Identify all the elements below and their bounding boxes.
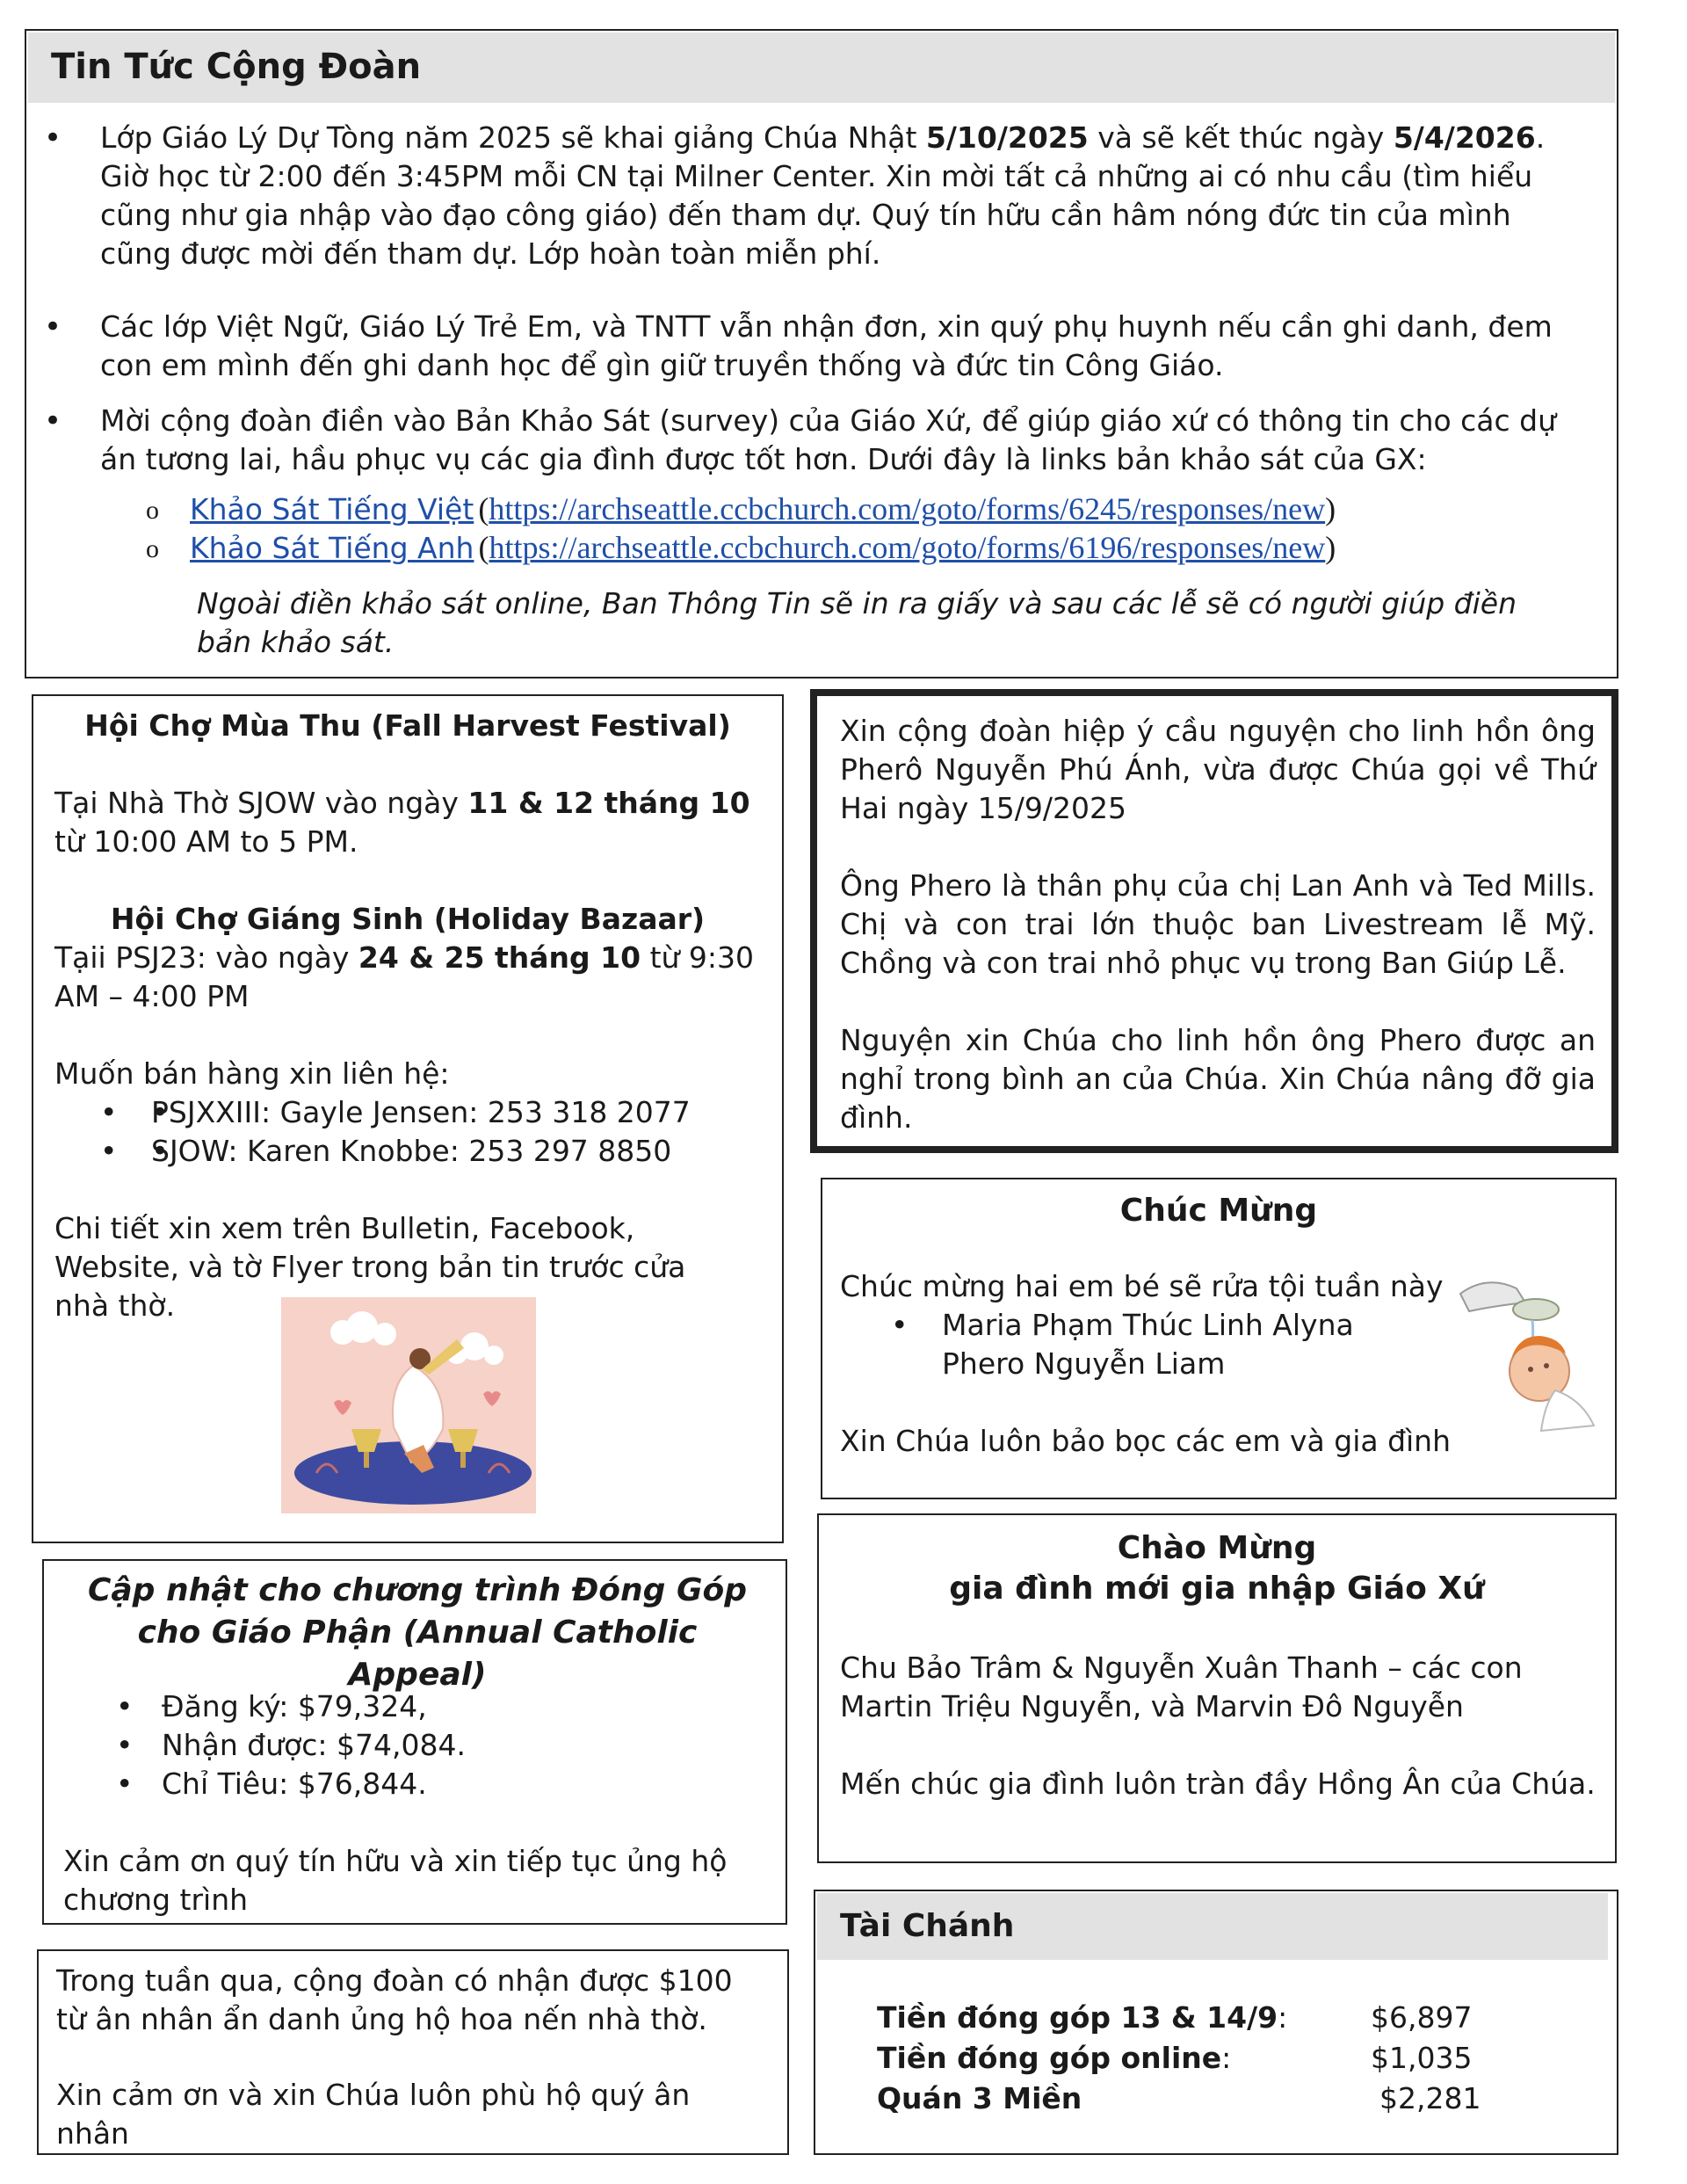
welcome-title-1: Chào Mừng bbox=[1117, 1530, 1317, 1566]
news-b1-date-start: 5/10/2025 bbox=[925, 120, 1089, 155]
welcome-family: Chu Bảo Trâm & Nguyễn Xuân Thanh – các con Martin Triệu Nguyễn, và Marvin Đô Nguyễn bbox=[840, 1651, 1523, 1723]
welcome-box bbox=[817, 1513, 1617, 1863]
finance-title: Tài Chánh bbox=[840, 1908, 1015, 1944]
finance-row-value: $6,897 bbox=[1371, 2000, 1473, 2035]
finance-row: Tiền đóng góp 13 & 14/9: $6,897 bbox=[877, 1999, 1492, 2037]
news-b1-text3: . Giờ học từ 2:00 đến 3:45PM mỗi CN tại Milner Center. Xin mời tất cả những ai có nhu cầu (tìm hiểu cũng như gia nhập vào đạo công giáo) đến tham dự. Quý tín hữu cần hâm nóng đức tin của mình cũng được mời đến tham dự. Lớp hoàn toàn miễn phí. bbox=[100, 120, 1546, 271]
survey-link-en[interactable]: Khảo Sát Tiếng Anh bbox=[190, 531, 474, 565]
finance-row bbox=[877, 2079, 1492, 2118]
congrats-box bbox=[821, 1178, 1617, 1499]
news-title: Tin Tức Cộng Đoàn bbox=[51, 47, 422, 87]
news-b1-date-end: 5/4/2026 bbox=[1393, 120, 1536, 155]
congrats-name-item: Phero Nguyễn Liam bbox=[942, 1346, 1226, 1381]
news-header bbox=[28, 33, 1615, 103]
news-bullet-1: • Lớp Giáo Lý Dự Tòng năm 2025 sẽ khai giảng Chúa Nhật 5/10/2025 và sẽ kết thúc ngày 5/4/2026. Giờ học từ 2:00 đến 3:45PM mỗi CN tại Milner Center. Xin mời tất cả những ai có nhu cầu (tìm hiểu cũng như gia nhập vào đạo công giáo) đến tham dự. Quý tín hữu cần hâm nóng đức tin của mình cũng được mời đến tham dự. Lớp hoàn toàn miễn phí. bbox=[44, 120, 1546, 271]
baptism-icon bbox=[1452, 1267, 1601, 1434]
news-box bbox=[25, 29, 1618, 678]
appeal-title: Cập nhật cho chương trình Đóng Góp cho Giáo Phận (Annual Catholic Appeal) bbox=[87, 1572, 748, 1693]
festival-title-holiday: Hội Chợ Giáng Sinh (Holiday Bazaar) bbox=[110, 902, 706, 936]
survey-url-en[interactable]: https://archseattle.ccbchurch.com/goto/forms/6196/responses/new bbox=[489, 530, 1326, 565]
congrats-closing: Xin Chúa luôn bảo bọc các em và gia đình bbox=[840, 1424, 1452, 1458]
welcome-blessing: Mến chúc gia đình luôn tràn đầy Hồng Ân của Chúa. bbox=[840, 1767, 1596, 1801]
festival-contact-label: Muốn bán hàng xin liên hệ: bbox=[54, 1056, 450, 1091]
finance-row-value: $1,035 bbox=[1371, 2041, 1473, 2075]
festival-fall-dates: 11 & 12 tháng 10 bbox=[467, 786, 750, 820]
survey-url-vi[interactable]: https://archseattle.ccbchurch.com/goto/forms/6245/responses/new bbox=[489, 491, 1326, 526]
memorial-box bbox=[810, 689, 1618, 1153]
festival-contact-list bbox=[100, 1093, 768, 1171]
memorial-text-1: Xin cộng đoàn hiệp ý cầu nguyện cho linh hồn ông Pherô Nguyễn Phú Ánh, vừa được Chúa gọi về Thứ Hai ngày 15/9/2025 bbox=[840, 714, 1596, 825]
donation-text-2: Xin cảm ơn và xin Chúa luôn phù hộ quý ân nhân bbox=[56, 2078, 691, 2151]
donation-box bbox=[37, 1949, 789, 2155]
survey-link-vi[interactable]: Khảo Sát Tiếng Việt bbox=[190, 492, 474, 526]
welcome-title-2: gia đình mới gia nhập Giáo Xứ bbox=[949, 1571, 1485, 1607]
festival-fall-text: Tại Nhà Thờ SJOW vào ngày 11 & 12 tháng 10 từ 10:00 AM to 5 PM. bbox=[54, 786, 750, 859]
festival-contact-item: • • PSJXXIII: Gayle Jensen: 253 318 2077 bbox=[100, 1093, 768, 1132]
appeal-thanks: Xin cảm ơn quý tín hữu và xin tiếp tục ủng hộ chương trình bbox=[63, 1844, 728, 1917]
festival-details: Chi tiết xin xem trên Bulletin, Facebook, Website, và tờ Flyer trong bản tin trước cửa nhà thờ. bbox=[54, 1211, 686, 1323]
finance-row-label: Tiền đóng góp online bbox=[877, 2041, 1222, 2075]
appeal-item: • Đăng ký: $79,324, bbox=[116, 1689, 427, 1723]
appeal-list bbox=[116, 1687, 731, 1803]
news-b2-text: Các lớp Việt Ngữ, Giáo Lý Trẻ Em, và TNTT vẫn nhận đơn, xin quý phụ huynh nếu cần ghi danh, đem con em mình đến ghi danh học để gìn giữ truyền thống và đức tin Công Giáo. bbox=[100, 309, 1553, 382]
appeal-item: • Chỉ Tiêu: $76,844. bbox=[116, 1767, 427, 1801]
news-b1-text1: Lớp Giáo Lý Dự Tòng năm 2025 sẽ khai giảng Chúa Nhật bbox=[100, 120, 926, 155]
finance-row-label: Tiền đóng góp 13 & 14/9 bbox=[877, 2000, 1278, 2035]
survey-note: Ngoài điền khảo sát online, Ban Thông Tin sẽ in ra giấy và sau các lễ sẽ có người giúp điền bản khảo sát. bbox=[197, 586, 1517, 659]
festival-box bbox=[32, 694, 784, 1543]
finance-box bbox=[814, 1890, 1618, 2155]
finance-row-value: $2,281 bbox=[1379, 2081, 1481, 2115]
harvest-festival-icon bbox=[281, 1297, 536, 1513]
congrats-name-list bbox=[891, 1306, 1418, 1383]
congrats-intro: Chúc mừng hai em bé sẽ rửa tội tuần này bbox=[840, 1269, 1444, 1303]
festival-holiday-text: Tạii PSJ23: vào ngày 24 & 25 tháng 10 từ 9:30 AM – 4:00 PM bbox=[54, 940, 755, 1013]
finance-row-label: Quán 3 Miền bbox=[877, 2081, 1082, 2115]
memorial-text-2: Ông Phero là thân phụ của chị Lan Anh và Ted Mills. Chị và con trai lớn thuộc ban Livestream lễ Mỹ. Chồng và con trai nhỏ phục vụ trong Ban Giúp Lễ. bbox=[840, 868, 1596, 980]
harvest-illustration bbox=[281, 1297, 536, 1513]
news-b1-text2: và sẽ kết thúc ngày bbox=[1088, 120, 1394, 155]
donation-text-1: Trong tuần qua, cộng đoàn có nhận được $100 từ ân nhân ẩn danh ủng hộ hoa nến nhà thờ. bbox=[56, 1963, 733, 2036]
finance-header bbox=[817, 1893, 1608, 1960]
festival-contact-item: • • SJOW: Karen Knobbe: 253 297 8850 bbox=[100, 1132, 768, 1171]
congrats-title: Chúc Mừng bbox=[1119, 1193, 1318, 1229]
news-bullet-3: • Mời cộng đoàn điền vào Bản Khảo Sát (survey) của Giáo Xứ, để giúp giáo xứ có thông tin cho các dự án tương lai, hầu phục vụ các gia đình được tốt hơn. Dưới đây là links bản khảo sát của GX: bbox=[44, 402, 1590, 479]
festival-holiday-dates: 24 & 25 tháng 10 bbox=[358, 940, 641, 975]
appeal-box bbox=[42, 1559, 787, 1925]
survey-link-en-row: o Khảo Sát Tiếng Anh (https://archseattle.ccbchurch.com/goto/forms/6196/responses/new) bbox=[146, 530, 1336, 565]
news-bullet-2: • Các lớp Việt Ngữ, Giáo Lý Trẻ Em, và TNTT vẫn nhận đơn, xin quý phụ huynh nếu cần ghi danh, đem con em mình đến ghi danh học để gìn giữ truyền thống và đức tin Công Giáo. bbox=[44, 308, 1590, 385]
congrats-name-item: • Maria Phạm Thúc Linh Alyna bbox=[891, 1308, 1354, 1342]
memorial-text-3: Nguyện xin Chúa cho linh hồn ông Phero được an nghỉ trong bình an của Chúa. Xin Chúa nâng đỡ gia đình. bbox=[840, 1023, 1596, 1135]
survey-link-vi-row: o Khảo Sát Tiếng Việt (https://archseattle.ccbchurch.com/goto/forms/6245/responses/new) bbox=[146, 491, 1336, 526]
festival-title-fall: Hội Chợ Mùa Thu (Fall Harvest Festival) bbox=[84, 708, 731, 743]
finance-row: Tiền đóng góp online: $1,035 bbox=[877, 2039, 1492, 2078]
news-b3-text: Mời cộng đoàn điền vào Bản Khảo Sát (survey) của Giáo Xứ, để giúp giáo xứ có thông tin cho các dự án tương lai, hầu phục vụ các gia đình được tốt hơn. Dưới đây là links bản khảo sát của GX: bbox=[100, 403, 1557, 476]
appeal-item: • Nhận được: $74,084. bbox=[116, 1728, 466, 1762]
